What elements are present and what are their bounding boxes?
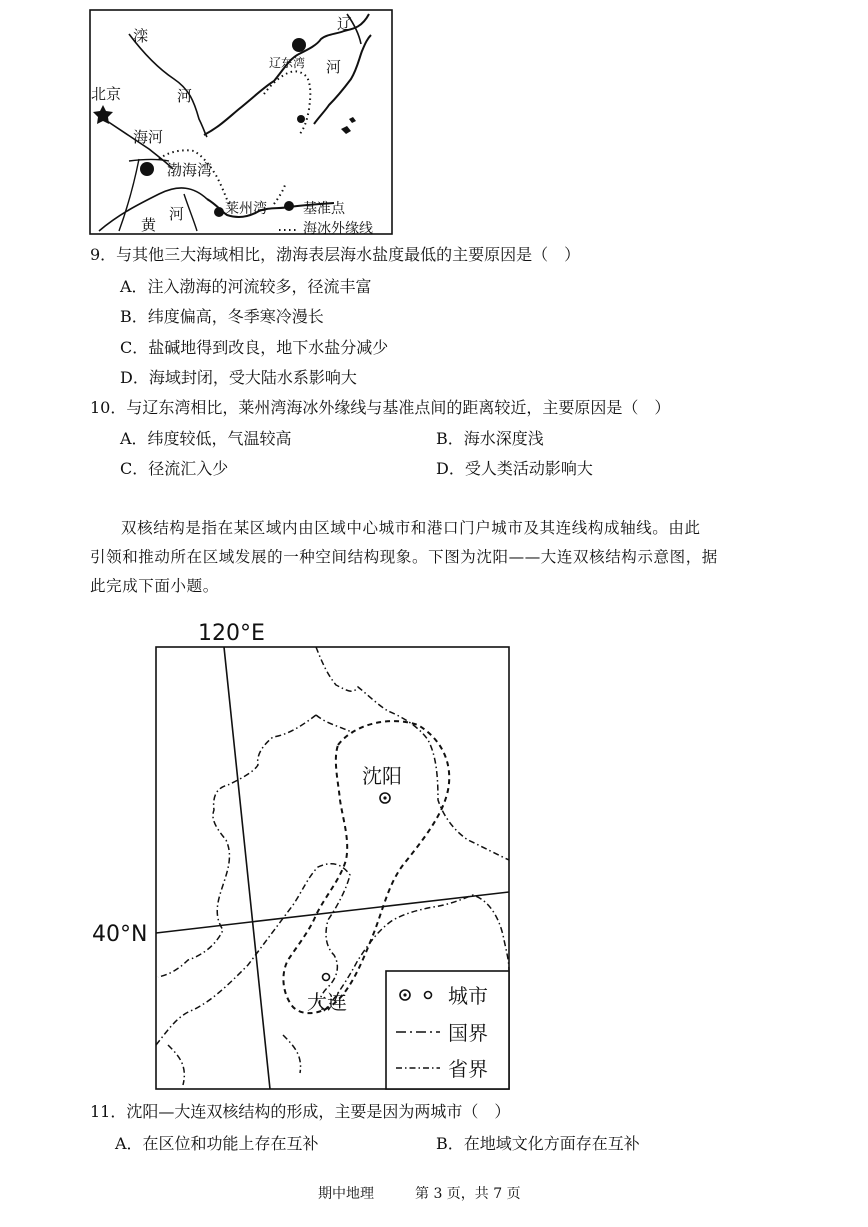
legend-city-icon-dot <box>403 993 406 996</box>
bohai-map <box>89 9 397 237</box>
label-haibingwaiyuanxian: 海冰外缘线 <box>303 221 373 237</box>
question-11-stem: 11．沈阳—大连双核结构的形成，主要是因为两城市（ ） <box>90 1102 511 1121</box>
question-11-option-b: B．在地域文化方面存在互补 <box>436 1134 640 1153</box>
question-10-option-b: B．海水深度浅 <box>436 429 544 448</box>
footer-subject: 期中地理 <box>318 1186 374 1202</box>
reference-point-liaodong <box>292 38 306 52</box>
legend-national-border-label: 国界 <box>448 1021 488 1045</box>
label-bohaiwan: 渤海湾 <box>167 161 213 179</box>
reference-point-laizhou <box>214 207 224 217</box>
label-huang-he: 河 <box>169 205 185 223</box>
reference-point-legend <box>284 201 294 211</box>
question-10-option-d: D．受人类活动影响大 <box>436 459 593 478</box>
legend-city-label: 城市 <box>448 984 488 1008</box>
label-liao-he: 河 <box>326 58 342 76</box>
shenyang-city-dot <box>383 796 386 799</box>
question-9-option-a: A．注入渤海的河流较多，径流丰富 <box>120 277 372 296</box>
label-shenyang: 沈阳 <box>362 764 402 788</box>
label-luan: 滦 <box>133 27 149 45</box>
label-haihe: 海河 <box>133 128 164 146</box>
question-10-option-a: A．纬度较低，气温较高 <box>120 429 292 448</box>
label-dalian: 大连 <box>307 990 347 1014</box>
question-9-option-b: B．纬度偏高，冬季寒冷漫长 <box>120 307 324 326</box>
question-11-option-a: A．在区位和功能上存在互补 <box>115 1134 319 1153</box>
label-liao: 辽 <box>337 15 353 33</box>
label-luan-he: 河 <box>177 87 193 105</box>
question-9-option-c: C．盐碱地得到改良，地下水盐分减少 <box>120 338 389 357</box>
question-9-stem: 9．与其他三大海域相比，渤海表层海水盐度最低的主要原因是（ ） <box>90 245 581 264</box>
shenyang-dalian-map <box>88 615 518 1095</box>
label-120e: 120°E <box>198 621 265 646</box>
footer-page-number: 第 3 页，共 7 页 <box>415 1186 521 1202</box>
label-huang: 黄 <box>141 216 157 234</box>
map2-legend <box>386 971 509 1089</box>
label-laizhouwan: 莱州湾 <box>225 201 267 217</box>
passage-line-2: 引领和推动所在区域发展的一种空间结构现象。下图为沈阳——大连双核结构示意图，据 <box>90 548 718 566</box>
label-beijing: 北京 <box>91 85 122 103</box>
label-40n: 40°N <box>92 922 148 947</box>
reference-point-mid <box>297 115 305 123</box>
passage-line-3: 此完成下面小题。 <box>90 577 219 595</box>
question-10-option-c: C．径流汇入少 <box>120 459 229 478</box>
label-jizhundian: 基准点 <box>303 201 345 217</box>
question-10-stem: 10．与辽东湾相比，莱州湾海冰外缘线与基准点间的距离较近，主要原因是（ ） <box>90 398 671 417</box>
question-9-option-d: D．海域封闭，受大陆水系影响大 <box>120 368 357 387</box>
legend-provincial-border-label: 省界 <box>448 1057 488 1081</box>
passage-line-1: 双核结构是指在某区域内由区域中心城市和港口门户城市及其连线构成轴线。由此 <box>121 519 701 537</box>
reference-point-bohai <box>140 162 154 176</box>
label-liaodongwan: 辽东湾 <box>269 56 306 70</box>
